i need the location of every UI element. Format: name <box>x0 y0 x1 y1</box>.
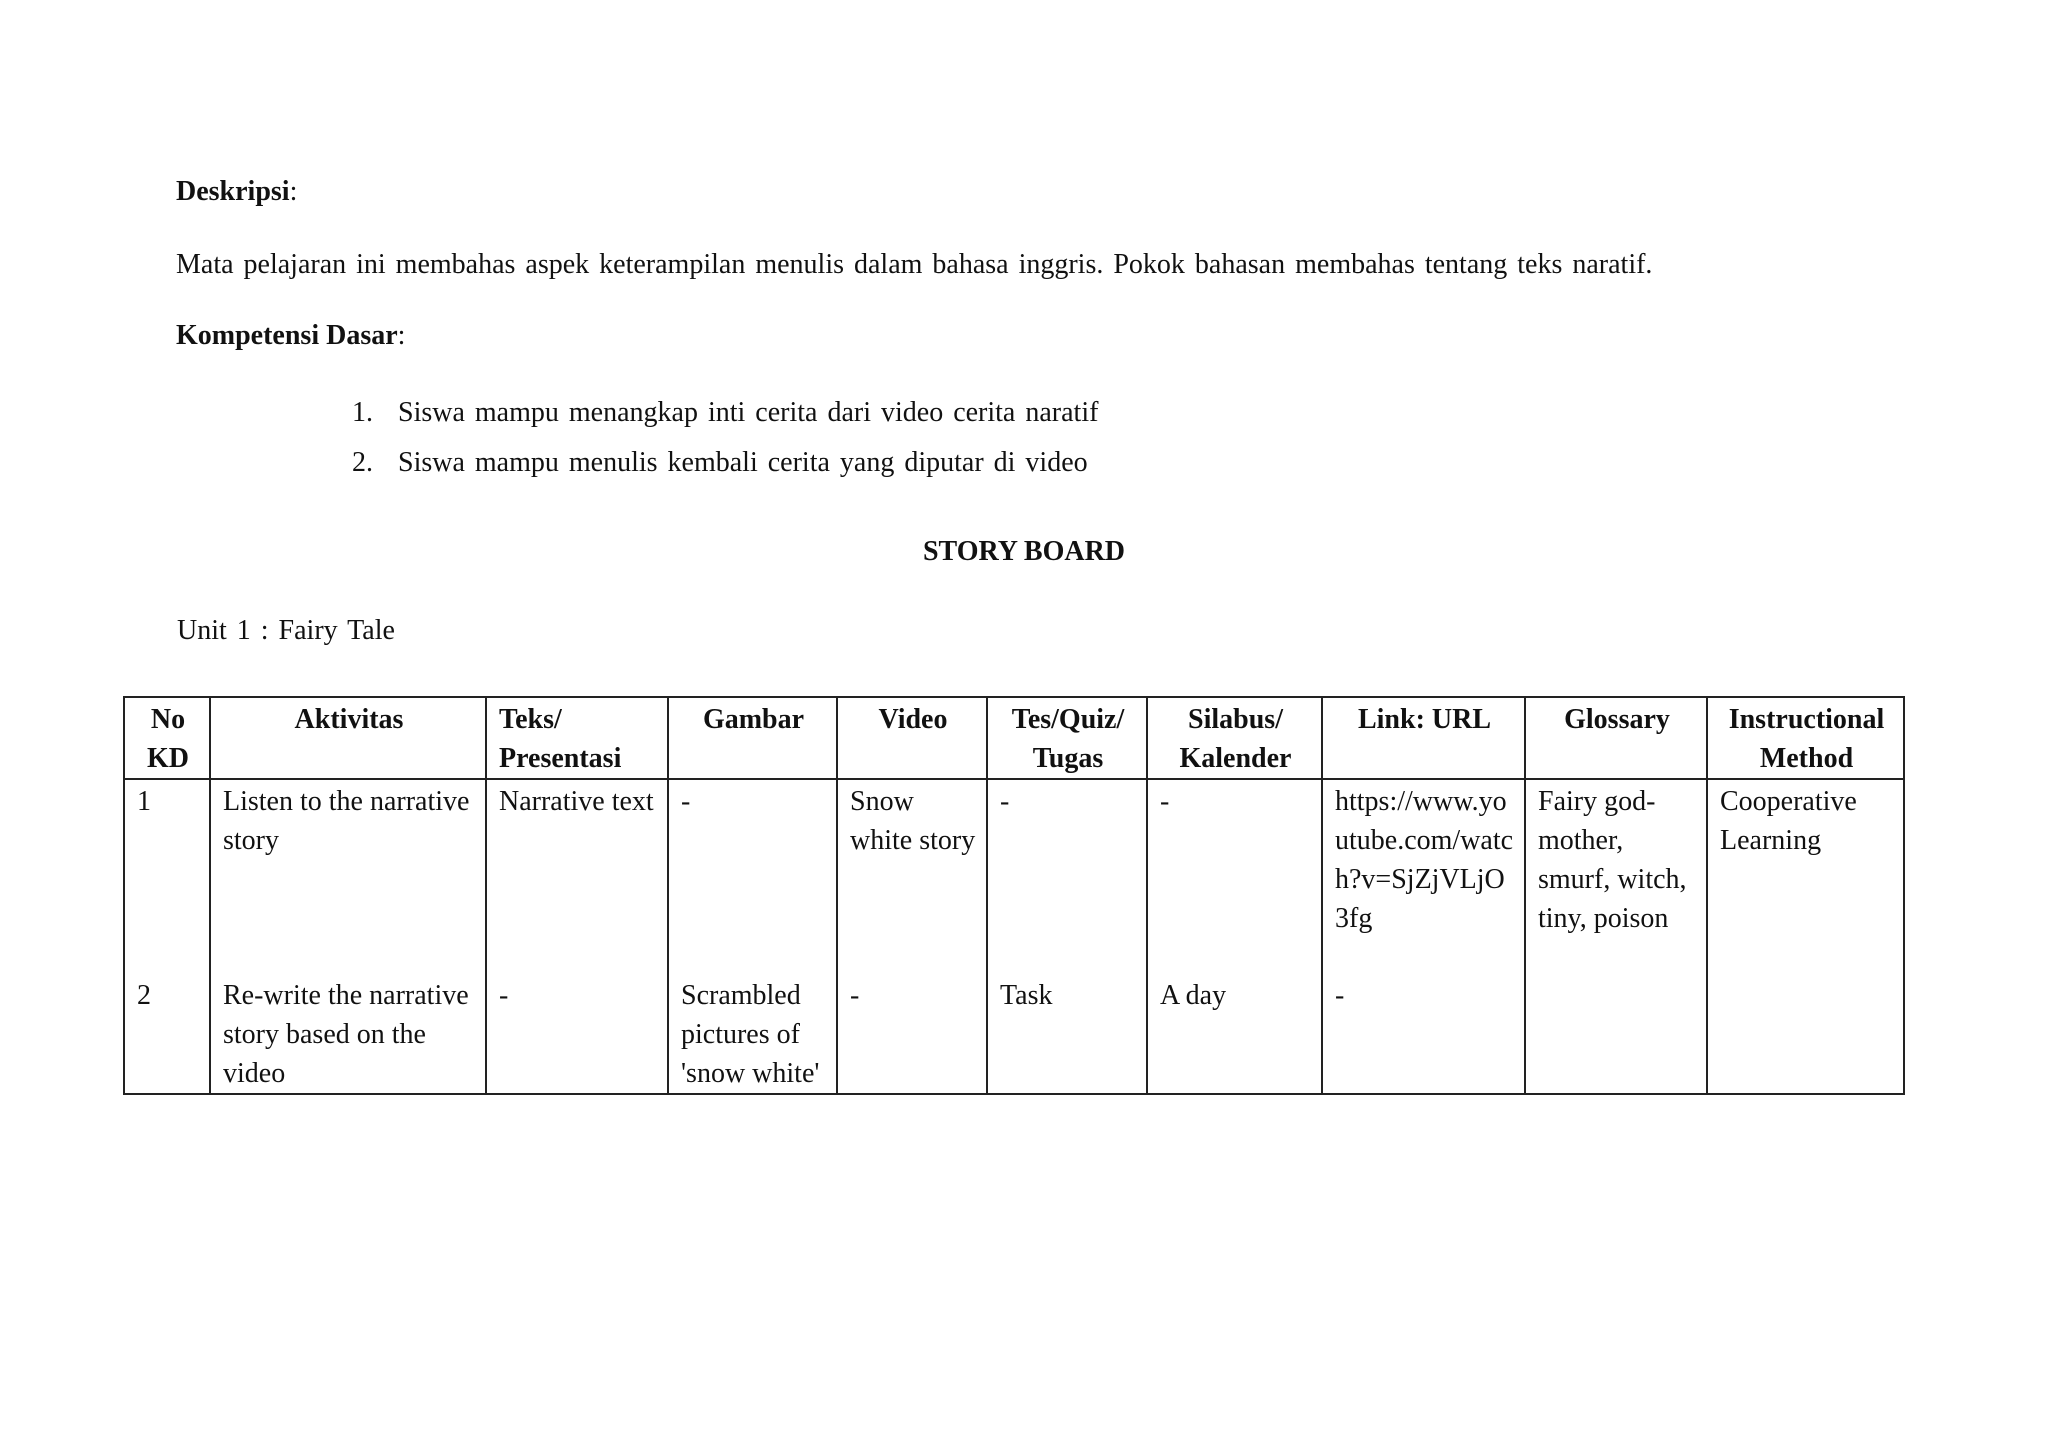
kompetensi-heading <box>176 318 405 354</box>
row2-link: - <box>1335 980 1345 1011</box>
header-glossary: Glossary <box>1525 697 1707 779</box>
list-item-text: Siswa mampu menulis kembali cerita yang diputar di video <box>398 447 1088 478</box>
cell-instructional-method <box>1707 779 1904 1094</box>
row1-aktivitas: Listen to the narrative story <box>223 786 470 856</box>
list-item-text: Siswa mampu menangkap inti cerita dari video cerita naratif <box>398 397 1099 428</box>
kompetensi-list <box>352 388 1098 488</box>
deskripsi-label: Deskripsi <box>176 176 290 207</box>
row2-teks: - <box>499 980 509 1011</box>
deskripsi-heading <box>176 174 297 210</box>
row2-silabus: A day <box>1160 980 1227 1011</box>
header-link-url: Link: URL <box>1322 697 1525 779</box>
list-item <box>352 438 1098 488</box>
list-item-number: 1. <box>352 397 373 428</box>
row1-no: 1 <box>137 786 151 817</box>
header-gambar: Gambar <box>668 697 837 779</box>
deskripsi-text: Mata pelajaran ini membahas aspek keterampilan menulis dalam bahasa inggris. Pokok bahasan membahas tentang teks naratif. <box>176 249 1653 280</box>
row2-tes: Task <box>1000 980 1053 1011</box>
row1-glossary: Fairy god-mother, smurf, witch, tiny, poison <box>1538 786 1687 934</box>
row2-gambar: Scrambled pictures of 'snow white' <box>681 980 820 1089</box>
story-board-table <box>123 696 1905 1095</box>
list-item-number: 2. <box>352 447 373 478</box>
row2-aktivitas: Re-write the narrative story based on the video <box>223 980 469 1089</box>
table-header-row <box>124 697 1904 779</box>
cell-teks-presentasi <box>486 779 668 1094</box>
row2-video: - <box>850 980 860 1011</box>
row2-no: 2 <box>137 980 151 1011</box>
header-tes-quiz-tugas: Tes/Quiz/ Tugas <box>987 697 1147 779</box>
row1-tes: - <box>1000 786 1010 817</box>
header-instructional-method: Instructional Method <box>1707 697 1904 779</box>
row1-link: https://www.youtube.com/watch?v=SjZjVLjO3fg <box>1335 786 1514 934</box>
header-aktivitas: Aktivitas <box>210 697 486 779</box>
header-video: Video <box>837 697 987 779</box>
table-row <box>124 779 1904 1094</box>
row1-method: Cooperative Learning <box>1720 786 1857 856</box>
row1-video: Snow white story <box>850 786 976 856</box>
cell-silabus-kalender <box>1147 779 1322 1094</box>
cell-video <box>837 779 987 1094</box>
cell-gambar <box>668 779 837 1094</box>
row1-silabus: - <box>1160 786 1170 817</box>
row1-gambar: - <box>681 786 691 817</box>
unit-label: Unit 1 : Fairy Tale <box>177 615 395 646</box>
header-no-kd: No KD <box>124 697 210 779</box>
cell-link-url <box>1322 779 1525 1094</box>
header-teks-presentasi: Teks/ Presentasi <box>486 697 668 779</box>
cell-aktivitas <box>210 779 486 1094</box>
cell-glossary <box>1525 779 1707 1094</box>
story-board-title: STORY BOARD <box>922 536 1126 567</box>
list-item <box>352 388 1098 438</box>
kompetensi-colon: : <box>397 320 406 351</box>
header-silabus-kalender: Silabus/ Kalender <box>1147 697 1322 779</box>
cell-tes-quiz-tugas <box>987 779 1147 1094</box>
row1-teks: Narrative text <box>499 786 654 817</box>
cell-no-kd <box>124 779 210 1094</box>
kompetensi-label: Kompetensi Dasar <box>176 320 398 351</box>
deskripsi-colon: : <box>289 176 298 207</box>
